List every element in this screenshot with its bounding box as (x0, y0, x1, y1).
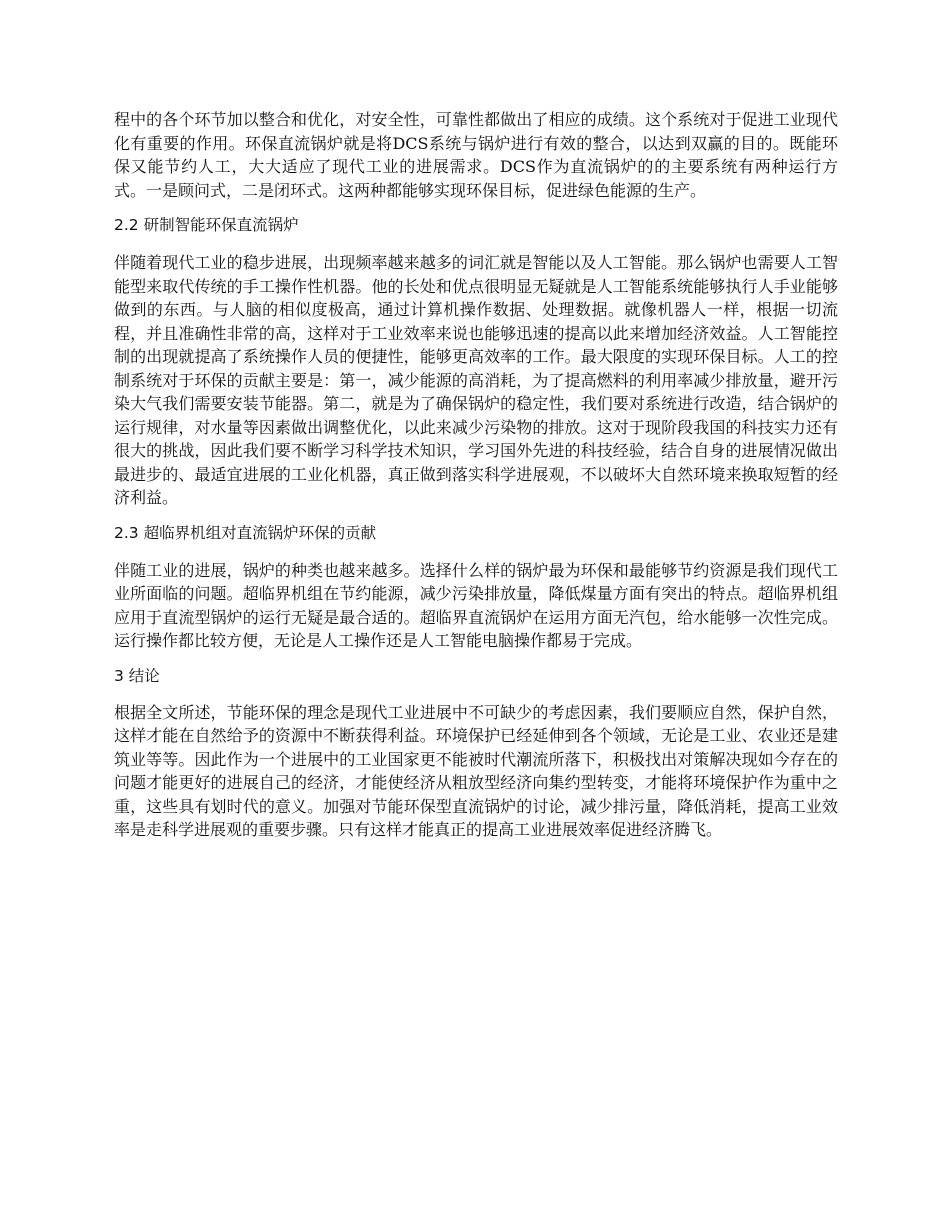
section-heading-2-3: 2.3 超临界机组对直流锅炉环保的贡献 (114, 523, 377, 542)
paragraph-3: 伴随工业的进展，锅炉的种类也越来越多。选择什么样的锅炉最为环保和最能够节约资源是我们现代工业所面临的问题。超临界机组在节约能源，减少污染排放量，降低煤量方面有突出的特点。超临界机组应用于直流型锅炉的运行无疑是最合适的。超临界直流锅炉在运用方面无汽包，给水能够一次性完成。运行操作都比较方便，无论是人工操作还是人工智能电脑操作都易于完成。 (114, 560, 838, 650)
section-heading-2-2: 2.2 研制智能环保直流锅炉 (114, 216, 299, 234)
paragraph-4: 根据全文所述，节能环保的理念是现代工业进展中不可缺少的考虑因素，我们要顺应自然，保护自然，这样才能在自然给予的资源中不断获得利益。环境保护已经延伸到各个领域，无论是工业、农业还是建筑业等等。因此作为一个进展中的工业国家更不能被时代潮流所落下，积极找出对策解决现如今存在的问题才能更好的进展自己的经济，才能使经济从粗放型经济向集约型转变，才能将环境保护作为重中之重，这些具有划时代的意义。加强对节能环保型直流锅炉的讨论，减少排污量，降低消耗，提高工业效率是走科学进展观的重要步骤。只有这样才能真正的提高工业进展效率促进经济腾飞。 (114, 702, 838, 839)
paragraph-2: 伴随着现代工业的稳步进展，出现频率越来越多的词汇就是智能以及人工智能。那么锅炉也需要人工智能型来取代传统的手工操作性机器。他的长处和优点很明显无疑就是人工智能系统能够执行人手业能够做到的东西。与人脑的相似度极高，通过计算机操作数据、处理数据。就像机器人一样，根据一切流程，并且准确性非常的高，这样对于工业效率来说也能够迅速的提高以此来增加经济效益。人工智能控制的出现就提高了系统操作人员的便捷性，能够更高效率的工作。最大限度的实现环保目标。人工的控制系统对于环保的贡献主要是：第一，减少能源的高消耗，为了提高燃料的利用率减少排放量，避开污染大气我们需要安装节能器。第二，就是为了确保锅炉的稳定性，我们要对系统进行改造，结合锅炉的运行规律，对水量等因素做出调整优化，以此来减少污染物的排放。这对于现阶段我国的科技实力还有很大的挑战，因此我们要不断学习科学技术知识，学习国外先进的科技经验，结合自身的进展情况做出最进步的、最适宜进展的工业化机器，真正做到落实科学进展观，不以破坏大自然环境来换取短暂的经济利益。 (114, 253, 838, 507)
paragraph-1: 程中的各个环节加以整合和优化，对安全性，可靠性都做出了相应的成绩。这个系统对于促进工业现代化有重要的作用。环保直流锅炉就是将DCS系统与锅炉进行有效的整合，以达到双赢的目的。既能环保又能节约人工，大大适应了现代工业的进展需求。DCS作为直流锅炉的的主要系统有两种运行方式。一是顾问式，二是闭环式。这两种都能够实现环保目标，促进绿色能源的生产。 (114, 110, 838, 200)
section-heading-3: 3 结论 (114, 666, 160, 685)
